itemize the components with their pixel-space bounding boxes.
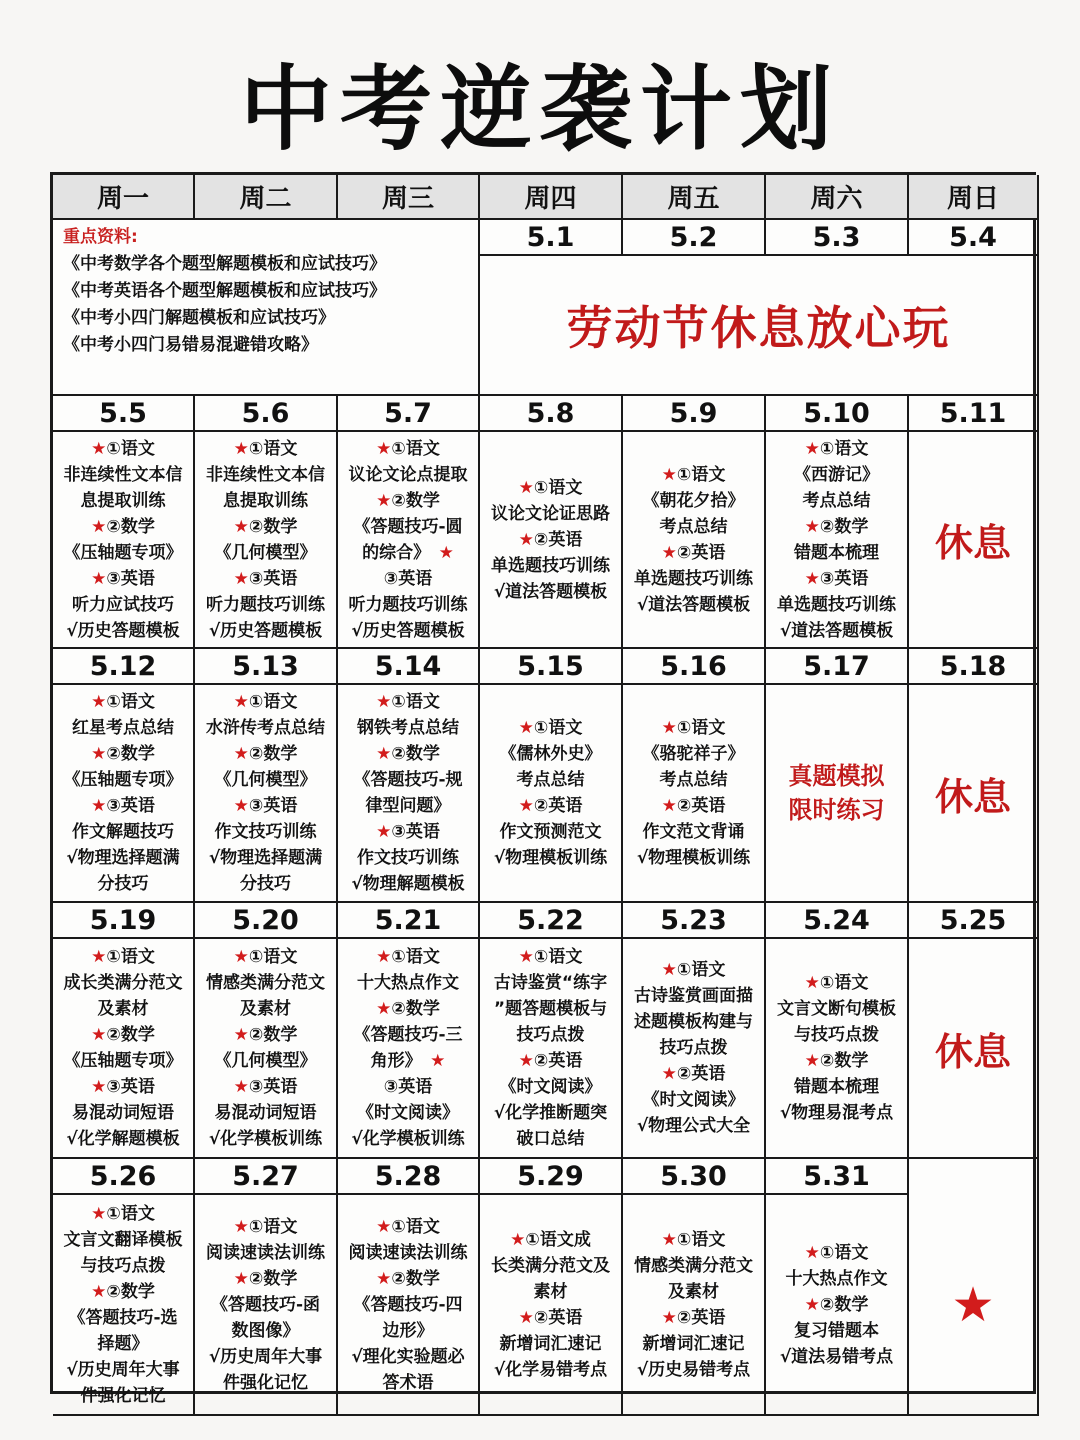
weekday-header: 周六 — [766, 175, 909, 220]
star-icon: ★ — [91, 947, 107, 967]
plan-line: √化学易错考点 — [493, 1359, 608, 1380]
plan-line: ★③英语 — [233, 796, 298, 816]
plan-line: 角形》 ★ — [370, 1051, 446, 1071]
star-icon: ★ — [510, 1229, 526, 1250]
study-plan-cell — [338, 1195, 480, 1416]
plan-line: √化学解题模板 — [66, 1129, 180, 1149]
plan-line: ★②数学 — [91, 744, 155, 764]
plan-line: 听力应试技巧 — [72, 594, 174, 615]
star-icon: ★ — [661, 464, 677, 485]
date-label: 5.20 — [195, 903, 338, 939]
calendar-grid — [50, 172, 1036, 1406]
key-resources-label: 重点资料: — [63, 227, 138, 247]
plan-line: 及素材 — [240, 999, 291, 1019]
plan-line: ★①语文 — [804, 438, 869, 459]
date-label: 5.28 — [338, 1159, 480, 1195]
date-label: 5.19 — [53, 903, 195, 939]
date-label: 5.3 — [766, 220, 909, 256]
weekday-header: 周一 — [53, 175, 195, 220]
plan-line: 文言文翻译模板 — [63, 1229, 183, 1250]
plan-line: √物理易混考点 — [779, 1103, 894, 1123]
plan-line: ★①语文 — [233, 438, 298, 459]
plan-line: 古诗鉴赏“练字 — [493, 973, 608, 993]
date-label: 5.13 — [195, 649, 338, 685]
date-label: 5.17 — [766, 649, 909, 685]
star-icon: ★ — [376, 999, 392, 1019]
plan-line: ★③英语 — [376, 822, 440, 842]
date-label: 5.7 — [338, 396, 480, 432]
study-plan-cell — [195, 432, 338, 649]
plan-line: 十大热点作文 — [785, 1268, 888, 1289]
plan-line: ★①语文 — [804, 973, 869, 993]
study-plan-cell — [623, 685, 766, 903]
plan-line: 新增词汇速记 — [642, 1333, 745, 1354]
plan-line: 单选题技巧训练 — [634, 568, 753, 589]
plan-line: ★②数学 — [376, 490, 440, 511]
date-label: 5.6 — [195, 396, 338, 432]
study-plan-cell — [53, 939, 195, 1159]
plan-line: ★②英语 — [518, 1051, 583, 1071]
key-resource-item: 《中考小四门易错易混避错攻略》 — [63, 335, 318, 355]
key-resource-item: 《中考英语各个题型解题模板和应试技巧》 — [63, 281, 386, 301]
date-label: 5.2 — [623, 220, 766, 256]
plan-line: 与技巧点拨 — [794, 1025, 879, 1045]
date-label: 5.1 — [480, 220, 623, 256]
key-resource-item: 《中考数学各个题型解题模板和应试技巧》 — [63, 254, 386, 274]
plan-line: 成长类满分范文 — [63, 973, 183, 993]
plan-line: ★②数学 — [91, 516, 155, 537]
plan-line: 《压轴题专项》 — [63, 770, 183, 790]
star-icon: ★ — [661, 1307, 677, 1328]
plan-line: 《朝花夕拾》 — [642, 490, 745, 511]
plan-line: 《答题技巧-三 — [353, 1025, 463, 1045]
plan-line: 《答题技巧-选 — [68, 1307, 178, 1328]
study-plan-cell — [338, 432, 480, 649]
star-icon: ★ — [376, 692, 392, 712]
plan-line: 古诗鉴赏画面描 — [634, 986, 753, 1006]
plan-line: ③英语 — [383, 1077, 433, 1097]
date-label: 5.16 — [623, 649, 766, 685]
plan-line: 非连续性文本信 — [63, 464, 183, 485]
plan-line: ★①语文 — [91, 438, 155, 459]
star-icon: ★ — [804, 568, 820, 589]
plan-line: 水浒传考点总结 — [206, 718, 325, 738]
plan-line: 边形》 — [382, 1320, 434, 1341]
plan-line: √历史易错考点 — [636, 1359, 751, 1380]
date-label: 5.26 — [53, 1159, 195, 1195]
plan-line: ★①语文 — [518, 718, 583, 738]
star-icon: ★ — [91, 1025, 107, 1045]
plan-line: 阅读速读法训练 — [206, 1242, 325, 1263]
plan-line: 件强化记忆 — [80, 1385, 166, 1406]
star-icon: ★ — [518, 1051, 534, 1071]
plan-line: 作文范文背诵 — [642, 822, 745, 842]
plan-line: 单选题技巧训练 — [491, 555, 610, 576]
plan-line: ★②英语 — [661, 1307, 726, 1328]
plan-line: ★①语文 — [233, 1216, 298, 1237]
plan-line: 《答题技巧-函 — [210, 1294, 321, 1315]
date-label: 5.12 — [53, 649, 195, 685]
study-plan-cell — [53, 1195, 195, 1416]
star-icon: ★ — [91, 568, 107, 589]
plan-line: ★②数学 — [376, 744, 440, 764]
star-icon: ★ — [376, 1216, 392, 1237]
plan-line: √化学推断题突 — [493, 1103, 608, 1123]
plan-line: ★②数学 — [804, 1051, 869, 1071]
plan-line: 择题》 — [97, 1333, 149, 1354]
plan-line: ★③英语 — [233, 1077, 298, 1097]
plan-line: 息提取训练 — [80, 490, 166, 511]
plan-line: 单选题技巧训练 — [777, 594, 896, 615]
plan-line: ★②数学 — [376, 1268, 440, 1289]
plan-line: √化学模板训练 — [208, 1129, 323, 1149]
plan-line: ★①语文 — [804, 1242, 869, 1263]
star-icon: ★ — [804, 1051, 820, 1071]
plan-line: ★①语文 — [376, 438, 440, 459]
star-icon: ★ — [804, 1242, 820, 1263]
date-label: 5.8 — [480, 396, 623, 432]
date-label: 5.29 — [480, 1159, 623, 1195]
plan-line: ★②数学 — [233, 1025, 298, 1045]
date-label: 5.10 — [766, 396, 909, 432]
mock-exam-cell — [766, 685, 909, 903]
plan-line: 技巧点拨 — [659, 1038, 728, 1058]
plan-line: 阅读速读法训练 — [348, 1242, 468, 1263]
date-label: 5.18 — [909, 649, 1039, 685]
plan-line: 及素材 — [668, 1281, 719, 1302]
plan-line: ★①语文 — [376, 947, 440, 967]
date-label: 5.15 — [480, 649, 623, 685]
plan-line: ★②英语 — [661, 1064, 726, 1084]
plan-line: ★②英语 — [518, 1307, 583, 1328]
plan-line: 分技巧 — [97, 874, 149, 894]
plan-line: ③英语 — [383, 568, 433, 589]
plan-line: ★②数学 — [233, 1268, 298, 1289]
star-icon: ★ — [661, 796, 677, 816]
star-icon: ★ — [91, 692, 107, 712]
plan-line: √物理公式大全 — [636, 1116, 751, 1136]
plan-line: 复习错题本 — [794, 1320, 879, 1341]
plan-line: ★③英语 — [91, 796, 155, 816]
plan-line: 非连续性文本信 — [206, 464, 325, 485]
weekday-header: 周日 — [909, 175, 1039, 220]
star-icon: ★ — [518, 947, 534, 967]
star-icon: ★ — [233, 692, 249, 712]
star-icon: ★ — [804, 1294, 820, 1315]
plan-line: ★②英语 — [518, 796, 583, 816]
study-plan-cell — [53, 432, 195, 649]
plan-line: ★①语文成 — [510, 1229, 591, 1250]
plan-line: √物理模板训练 — [493, 848, 608, 868]
plan-line: 《时文阅读》 — [357, 1103, 459, 1123]
study-plan-cell — [195, 939, 338, 1159]
star-icon: ★ — [233, 438, 249, 459]
plan-line: √道法易错考点 — [779, 1346, 894, 1367]
plan-line: √道法答题模板 — [493, 581, 608, 602]
study-plan-cell — [480, 685, 623, 903]
plan-line: 考点总结 — [659, 770, 728, 790]
star-icon: ★ — [430, 1051, 446, 1071]
plan-line: 作文技巧训练 — [357, 848, 459, 868]
date-label: 5.9 — [623, 396, 766, 432]
date-label: 5.30 — [623, 1159, 766, 1195]
star-icon: ★ — [233, 744, 249, 764]
plan-line: 作文解题技巧 — [72, 822, 174, 842]
study-plan-cell — [195, 685, 338, 903]
page-title: 中考逆袭计划 — [239, 56, 840, 163]
star-icon: ★ — [91, 438, 107, 459]
plan-line: 《几何模型》 — [214, 770, 317, 790]
plan-line: 《几何模型》 — [214, 542, 317, 563]
plan-line: ★①语文 — [661, 464, 726, 485]
plan-line: 《时文阅读》 — [642, 1090, 745, 1110]
plan-line: 议论文论点提取 — [348, 464, 468, 485]
plan-line: ★①语文 — [91, 1203, 155, 1224]
star-icon: ★ — [233, 1077, 249, 1097]
plan-line: ★①语文 — [233, 947, 298, 967]
plan-line: 错题本梳理 — [794, 1077, 879, 1097]
study-plan-cell — [480, 939, 623, 1159]
plan-line: 《儒林外史》 — [499, 744, 602, 764]
plan-line: 听力题技巧训练 — [206, 594, 325, 615]
rest-day: 休息 — [909, 432, 1039, 649]
plan-line: √理化实验题必 — [351, 1346, 465, 1367]
date-label: 5.4 — [909, 220, 1039, 256]
plan-line: 听力题技巧训练 — [348, 594, 468, 615]
plan-line: ★②数学 — [91, 1281, 155, 1302]
study-plan-cell — [623, 939, 766, 1159]
mock-exam-text: 真题模拟 — [788, 762, 885, 790]
plan-line: 新增词汇速记 — [499, 1333, 602, 1354]
plan-line: √历史答题模板 — [208, 620, 323, 641]
study-plan-cell — [766, 939, 909, 1159]
star-icon: ★ — [661, 960, 677, 980]
star-icon: ★ — [804, 516, 820, 537]
plan-line: ★②数学 — [91, 1025, 155, 1045]
plan-line: 与技巧点拨 — [80, 1255, 166, 1276]
weekday-header: 周五 — [623, 175, 766, 220]
star-icon: ★ — [376, 490, 392, 511]
holiday-banner: 劳动节休息放心玩 — [480, 256, 1039, 396]
star-icon: ★ — [909, 1195, 1039, 1416]
date-label: 5.11 — [909, 396, 1039, 432]
plan-line: ★②英语 — [518, 529, 583, 550]
star-icon: ★ — [233, 1025, 249, 1045]
plan-line: √物理选择题满 — [208, 848, 323, 868]
plan-line: ★②英语 — [661, 542, 726, 563]
plan-line: ★①语文 — [661, 1229, 726, 1250]
plan-line: 《答题技巧-圆 — [353, 516, 463, 537]
plan-line: 的综合》 ★ — [362, 542, 454, 563]
plan-line: 钢铁考点总结 — [357, 718, 459, 738]
plan-line: 情感类满分范文 — [206, 973, 325, 993]
star-icon: ★ — [233, 1268, 249, 1289]
plan-line: 考点总结 — [802, 490, 871, 511]
star-icon: ★ — [233, 568, 249, 589]
star-icon: ★ — [661, 718, 677, 738]
mock-exam-text: 限时练习 — [788, 796, 885, 824]
plan-line: 《答题技巧-四 — [353, 1294, 463, 1315]
key-resource-item: 《中考小四门解题模板和应试技巧》 — [63, 308, 335, 328]
plan-line: 红星考点总结 — [72, 718, 174, 738]
plan-line: 错题本梳理 — [794, 542, 879, 563]
plan-line: ★③英语 — [233, 568, 298, 589]
study-plan-cell — [480, 1195, 623, 1416]
plan-line: 考点总结 — [516, 770, 585, 790]
date-label: 5.23 — [623, 903, 766, 939]
star-icon: ★ — [518, 529, 534, 550]
plan-line: ★③英语 — [91, 568, 155, 589]
date-label: 5.22 — [480, 903, 623, 939]
plan-line: 作文预测范文 — [499, 822, 602, 842]
plan-line: 件强化记忆 — [223, 1372, 308, 1393]
date-label: 5.21 — [338, 903, 480, 939]
star-icon: ★ — [91, 1077, 107, 1097]
plan-line: ★①语文 — [661, 718, 726, 738]
star-icon: ★ — [661, 1229, 677, 1250]
star-icon: ★ — [804, 973, 820, 993]
date-label: 5.31 — [766, 1159, 909, 1195]
plan-line: 《几何模型》 — [214, 1051, 317, 1071]
star-icon: ★ — [438, 542, 454, 563]
plan-line: ★①语文 — [518, 477, 583, 498]
plan-line: 情感类满分范文 — [634, 1255, 753, 1276]
star-icon: ★ — [376, 744, 392, 764]
plan-line: 《压轴题专项》 — [63, 542, 183, 563]
study-plan-cell — [766, 432, 909, 649]
star-icon: ★ — [518, 796, 534, 816]
star-icon: ★ — [91, 516, 107, 537]
plan-line: 《骆驼祥子》 — [642, 744, 745, 764]
plan-line: 作文技巧训练 — [214, 822, 317, 842]
plan-line: ★①语文 — [376, 1216, 440, 1237]
study-plan-cell — [623, 1195, 766, 1416]
plan-line: ★①语文 — [661, 960, 726, 980]
plan-line: 《答题技巧-规 — [353, 770, 463, 790]
date-label: 5.14 — [338, 649, 480, 685]
plan-line: ★②数学 — [804, 1294, 869, 1315]
plan-line: 数图像》 — [231, 1320, 300, 1341]
plan-line: 素材 — [533, 1281, 568, 1302]
key-resources — [53, 220, 480, 396]
star-icon: ★ — [376, 822, 392, 842]
star-icon: ★ — [233, 1216, 249, 1237]
star-icon: ★ — [91, 1281, 107, 1302]
plan-line: ★①语文 — [91, 947, 155, 967]
plan-line: √物理模板训练 — [636, 848, 751, 868]
plan-line: √化学模板训练 — [351, 1129, 465, 1149]
weekday-header: 周三 — [338, 175, 480, 220]
plan-line: ★②数学 — [233, 516, 298, 537]
star-icon: ★ — [518, 1307, 534, 1328]
plan-line: 述题模板构建与 — [634, 1012, 753, 1032]
star-icon: ★ — [661, 1064, 677, 1084]
star-icon: ★ — [518, 477, 534, 498]
plan-line: ★②数学 — [233, 744, 298, 764]
star-icon: ★ — [233, 796, 249, 816]
study-plan-cell — [766, 1195, 909, 1416]
plan-line: √历史答题模板 — [66, 620, 180, 641]
plan-line: √道法答题模板 — [779, 620, 894, 641]
study-plan-cell — [338, 685, 480, 903]
star-icon: ★ — [376, 947, 392, 967]
star-icon: ★ — [91, 1203, 107, 1224]
star-icon: ★ — [804, 438, 820, 459]
plan-line: 《西游记》 — [794, 464, 879, 485]
weekday-header: 周二 — [195, 175, 338, 220]
date-label: 5.25 — [909, 903, 1039, 939]
plan-line: 《时文阅读》 — [499, 1077, 602, 1097]
plan-line: 议论文论证思路 — [491, 503, 610, 524]
plan-line: √物理选择题满 — [66, 848, 180, 868]
study-plan-cell — [623, 432, 766, 649]
plan-line: √历史周年大事 — [66, 1359, 180, 1380]
plan-line: 律型问题》 — [365, 796, 451, 816]
star-icon: ★ — [518, 718, 534, 738]
star-icon: ★ — [91, 744, 107, 764]
plan-line: 破口总结 — [516, 1129, 585, 1149]
plan-line: 及素材 — [97, 999, 149, 1019]
plan-line: 长类满分范文及 — [491, 1255, 610, 1276]
plan-line: ★②英语 — [661, 796, 726, 816]
study-plan-cell — [53, 685, 195, 903]
star-icon: ★ — [91, 796, 107, 816]
star-icon: ★ — [661, 542, 677, 563]
plan-line: ★③英语 — [91, 1077, 155, 1097]
plan-line: √历史答题模板 — [351, 620, 465, 641]
plan-line: 息提取训练 — [223, 490, 308, 511]
study-plan-cell — [480, 432, 623, 649]
rest-day: 休息 — [909, 939, 1039, 1159]
plan-line: ”题答题模板与 — [493, 999, 608, 1019]
plan-line: 答术语 — [382, 1372, 434, 1393]
plan-line: ★①语文 — [91, 692, 155, 712]
star-icon: ★ — [233, 947, 249, 967]
plan-line: ★①语文 — [518, 947, 583, 967]
rest-day: 休息 — [909, 685, 1039, 903]
plan-line: 十大热点作文 — [357, 973, 459, 993]
plan-line: ★②数学 — [804, 516, 869, 537]
plan-line: 分技巧 — [240, 874, 291, 894]
date-label: 5.27 — [195, 1159, 338, 1195]
plan-line: √道法答题模板 — [636, 594, 751, 615]
date-label: 5.5 — [53, 396, 195, 432]
plan-line: ★③英语 — [804, 568, 869, 589]
plan-line: √物理解题模板 — [351, 874, 465, 894]
star-icon: ★ — [376, 438, 392, 459]
date-label: 5.24 — [766, 903, 909, 939]
plan-line: ★②数学 — [376, 999, 440, 1019]
plan-line: 《压轴题专项》 — [63, 1051, 183, 1071]
star-icon: ★ — [233, 516, 249, 537]
plan-line: ★①语文 — [233, 692, 298, 712]
plan-line: 易混动词短语 — [72, 1103, 174, 1123]
plan-line: √历史周年大事 — [208, 1346, 323, 1367]
blank-date-cell — [909, 1159, 1039, 1195]
study-plan-cell — [338, 939, 480, 1159]
star-icon: ★ — [376, 1268, 392, 1289]
plan-line: 技巧点拨 — [516, 1025, 585, 1045]
plan-line: 文言文断句模板 — [777, 999, 896, 1019]
weekday-header: 周四 — [480, 175, 623, 220]
study-plan-cell — [195, 1195, 338, 1416]
plan-line: ★①语文 — [376, 692, 440, 712]
plan-line: 考点总结 — [659, 516, 728, 537]
plan-line: 易混动词短语 — [214, 1103, 317, 1123]
